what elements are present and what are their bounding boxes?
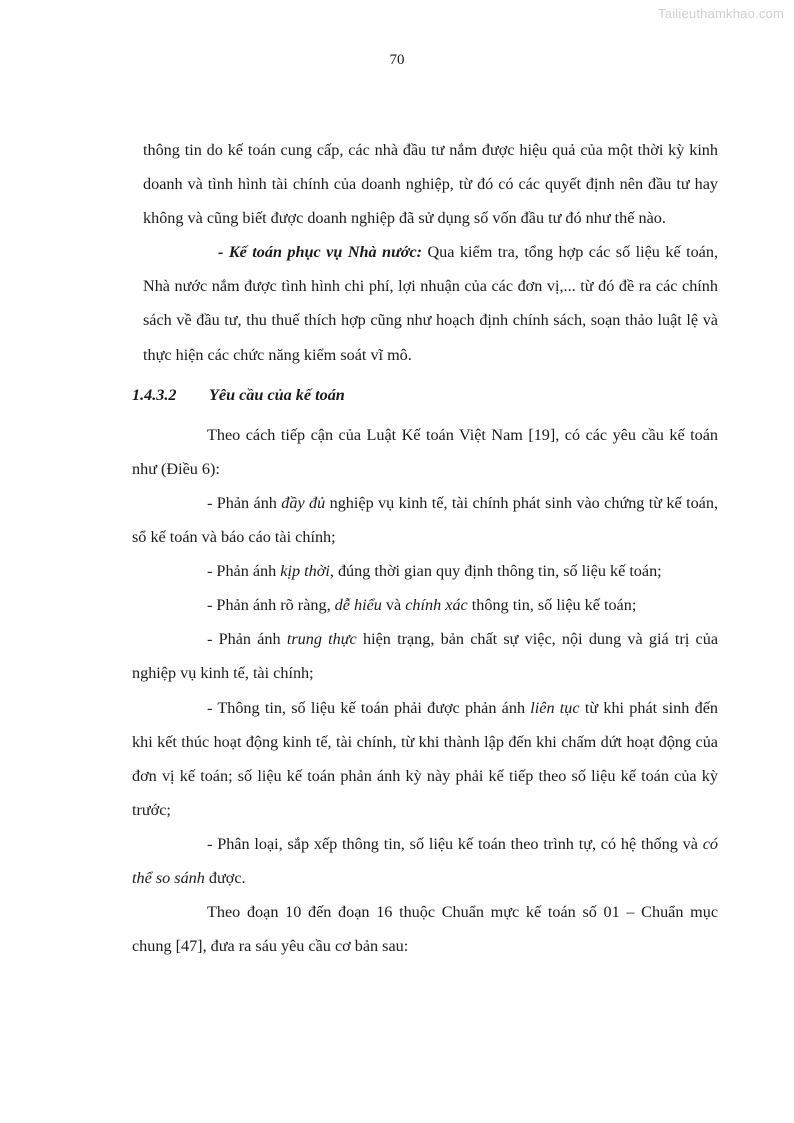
paragraph-state-lead: - Kế toán phục vụ Nhà nước:	[218, 243, 423, 262]
item-text: và	[381, 596, 406, 615]
requirement-item	[132, 588, 718, 622]
document-body	[132, 133, 718, 963]
item-emphasis: trung thực	[286, 630, 357, 649]
item-text: - Phản ánh rõ ràng,	[207, 596, 335, 615]
section-number: 1.4.3.2	[132, 385, 177, 404]
paragraph-state-text: Qua kiểm tra, tổng hợp các số liệu kế toán, Nhà nước nắm được tình hình chi phí, lợi nhuận của các đơn vị,... từ đó đề ra các chính sách về đầu tư, thu thuế thích hợp cũng như hoạch định chính sách, soạn thảo luật lệ và thực hiện các chức năng kiểm soát vĩ mô.	[143, 243, 718, 364]
item-text: hiện trạng, bản chất sự việc, nội dung và giá trị của nghiệp vụ kinh tế, tài chính;	[132, 630, 719, 683]
item-emphasis: dễ hiểu	[334, 596, 382, 615]
section-heading	[132, 372, 718, 418]
paragraph-law-intro: Theo cách tiếp cận của Luật Kế toán Việt Nam [19], có các yêu cầu kế toán như (Điều 6):	[132, 425, 718, 478]
item-text: - Phản ánh	[207, 562, 281, 581]
item-text: từ khi phát sinh đến khi kết thúc hoạt động kinh tế, tài chính, từ khi thành lập đến khi chấm dứt hoạt động của đơn vị kế toán; số liệu kế toán phản ánh kỳ này phải kế tiếp theo số liệu kế toán của kỳ trước;	[132, 698, 718, 819]
requirement-item	[132, 827, 718, 895]
item-text: , đúng thời gian quy định thông tin, số liệu kế toán;	[329, 562, 662, 581]
paragraph-investors: thông tin do kế toán cung cấp, các nhà đầu tư nắm được hiệu quả của một thời kỳ kinh doanh và tình hình tài chính của doanh nghiệp, từ đó có các quyết định nên đầu tư hay không và cũng biết được doanh nghiệp đã sử dụng số vốn đầu tư đó như thế nào.	[143, 141, 718, 228]
paragraph-state	[143, 235, 718, 371]
watermark: Tailieuthamkhao.com	[658, 6, 784, 21]
requirement-item	[132, 486, 718, 554]
item-emphasis: liên tục	[530, 698, 580, 717]
item-text: - Phản ánh	[207, 493, 282, 512]
requirement-item	[132, 622, 718, 690]
item-text: - Phản ánh	[207, 630, 287, 649]
requirement-item	[132, 554, 718, 588]
item-text: - Phân loại, sắp xếp thông tin, số liệu kế toán theo trình tự, có hệ thống và	[207, 834, 703, 853]
item-emphasis: đầy đủ	[281, 493, 326, 512]
item-text: được.	[204, 868, 246, 887]
item-emphasis: chính xác	[405, 596, 468, 615]
item-emphasis: có thể so sánh	[132, 834, 718, 887]
item-emphasis: kịp thời	[280, 562, 330, 581]
item-text: thông tin, số liệu kế toán;	[467, 596, 637, 615]
paragraph-standard: Theo đoạn 10 đến đoạn 16 thuộc Chuẩn mực kế toán số 01 – Chuẩn mục chung [47], đưa ra sáu yêu cầu cơ bản sau:	[132, 903, 718, 956]
page-number: 70	[389, 52, 405, 68]
item-text: nghiệp vụ kinh tế, tài chính phát sinh vào chứng từ kế toán, sổ kế toán và báo cáo tài chính;	[132, 493, 719, 547]
section-title: Yêu cầu của kế toán	[209, 385, 345, 404]
requirement-item	[132, 691, 718, 827]
item-text: - Thông tin, số liệu kế toán phải được phản ánh	[207, 698, 531, 717]
